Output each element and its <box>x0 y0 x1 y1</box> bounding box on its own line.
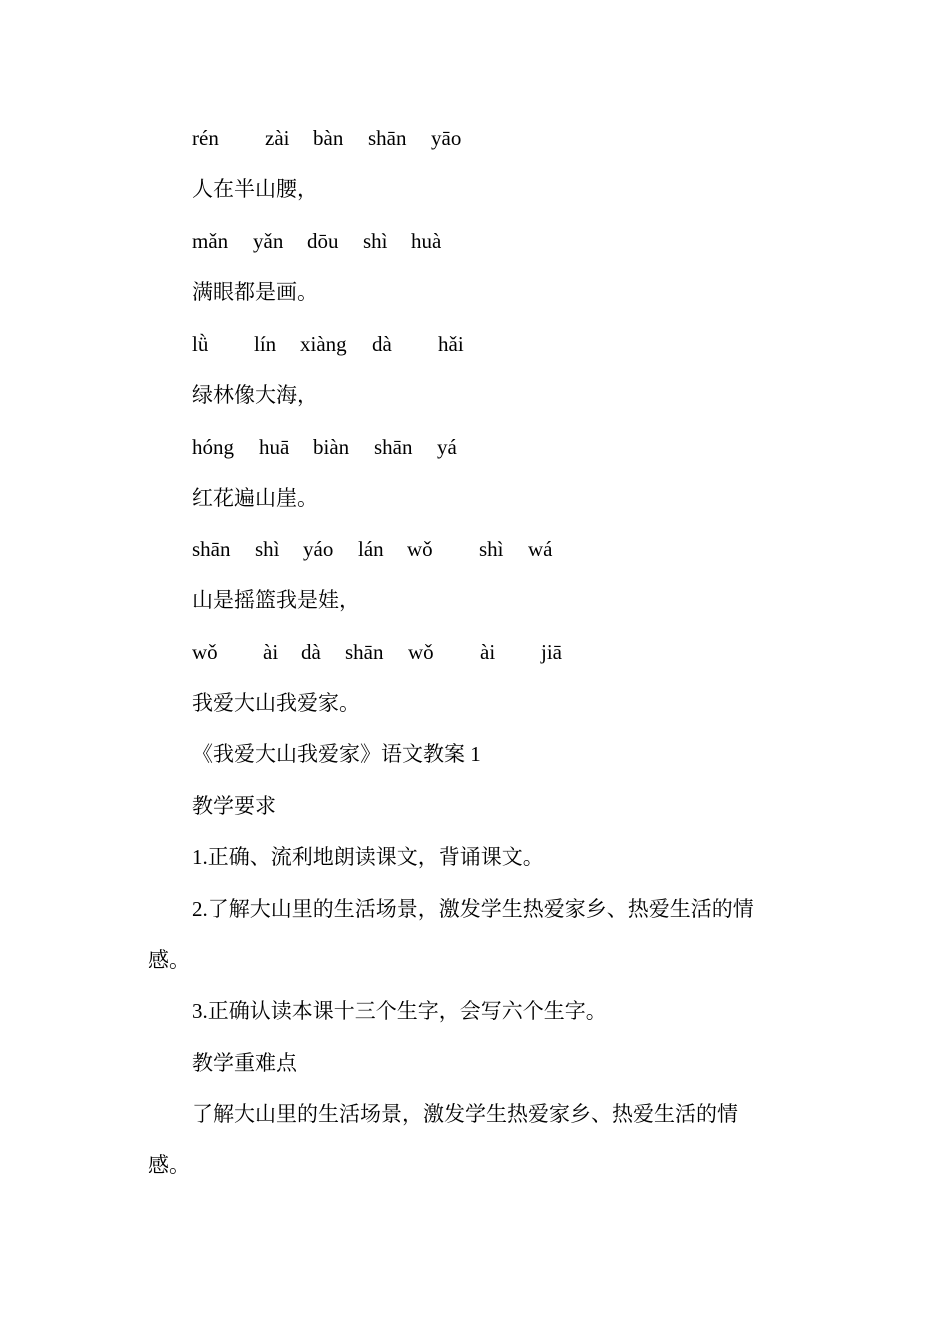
requirement-item: 3.正确认读本课十三个生字，会写六个生字。 <box>192 999 607 1023</box>
pinyin-syllable: yāo <box>431 126 462 150</box>
pinyin-syllable: biàn <box>313 435 350 459</box>
pinyin-syllable: wǒ <box>407 537 433 561</box>
key-points-paragraph-continuation: 感。 <box>148 1153 190 1177</box>
section-heading-key-points: 教学重难点 <box>192 1051 297 1075</box>
pinyin-syllable: bàn <box>313 126 344 150</box>
pinyin-syllable: yǎn <box>253 229 284 253</box>
pinyin-syllable: yá <box>437 435 457 459</box>
pinyin-syllable: dà <box>301 640 321 664</box>
pinyin-syllable: rén <box>192 126 219 150</box>
key-points-paragraph: 了解大山里的生活场景，激发学生热爱家乡、热爱生活的情 <box>192 1102 738 1126</box>
pinyin-syllable: zài <box>265 126 290 150</box>
pinyin-syllable: yáo <box>303 537 334 561</box>
pinyin-syllable: shì <box>255 537 280 561</box>
pinyin-syllable: shān <box>192 537 231 561</box>
pinyin-syllable: huà <box>411 229 442 253</box>
pinyin-syllable: mǎn <box>192 229 229 253</box>
pinyin-syllable: hóng <box>192 435 234 459</box>
pinyin-syllable: jiā <box>541 640 562 664</box>
pinyin-syllable: lán <box>358 537 384 561</box>
pinyin-syllable: huā <box>259 435 290 459</box>
lesson-title: 《我爱大山我爱家》语文教案 1 <box>192 742 481 766</box>
pinyin-syllable: ài <box>480 640 496 664</box>
poem-line: 人在半山腰， <box>192 177 318 201</box>
poem-line: 红花遍山崖。 <box>192 486 318 510</box>
poem-line: 山是摇篮我是娃， <box>192 588 360 612</box>
pinyin-syllable: lín <box>254 332 277 356</box>
pinyin-syllable: shì <box>479 537 504 561</box>
pinyin-syllable: hǎi <box>438 332 464 356</box>
pinyin-syllable: xiàng <box>300 332 347 356</box>
pinyin-syllable: dà <box>372 332 392 356</box>
pinyin-syllable: dōu <box>307 229 339 253</box>
pinyin-syllable: wǒ <box>192 640 218 664</box>
pinyin-syllable: wǒ <box>408 640 434 664</box>
requirement-item: 1.正确、流利地朗读课文，背诵课文。 <box>192 845 544 869</box>
pinyin-syllable: shì <box>363 229 388 253</box>
pinyin-syllable: lǜ <box>192 332 209 356</box>
section-heading-requirements: 教学要求 <box>192 794 276 818</box>
pinyin-syllable: wá <box>528 537 553 561</box>
pinyin-syllable: shān <box>368 126 407 150</box>
pinyin-syllable: shān <box>374 435 413 459</box>
poem-line: 我爱大山我爱家。 <box>192 691 360 715</box>
poem-line: 绿林像大海， <box>192 383 318 407</box>
poem-line: 满眼都是画。 <box>192 280 318 304</box>
requirement-item-continuation: 感。 <box>148 948 190 972</box>
requirement-item: 2.了解大山里的生活场景，激发学生热爱家乡、热爱生活的情 <box>192 897 754 921</box>
pinyin-syllable: shān <box>345 640 384 664</box>
pinyin-syllable: ài <box>263 640 279 664</box>
